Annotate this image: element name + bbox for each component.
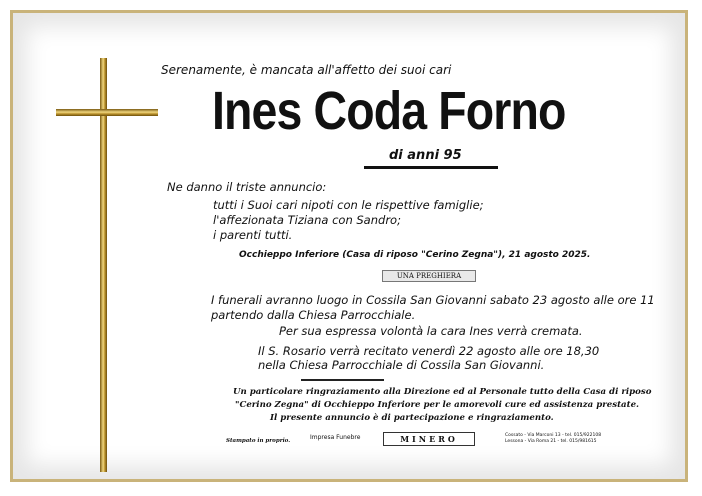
family-line: i parenti tutti. <box>213 228 293 242</box>
deceased-name: Ines Coda Forno <box>212 81 566 141</box>
funeral-line: I funerali avranno luogo in Cossila San Giovanni sabato 23 agosto alle ore 11 <box>211 293 655 307</box>
thanks-line: Un particolare ringraziamento alla Direzione ed al Personale tutto della Casa di riposo <box>233 387 652 397</box>
cremation-note: Per sua espressa volontà la cara Ines verrà cremata. <box>279 324 583 338</box>
address-line: Cossato - Via Marconi 13 - tel. 015/922108 <box>505 433 602 438</box>
family-list <box>213 198 484 243</box>
thanks-line: "Cerino Zegna" di Occhieppo Inferiore per le amorevoli cure ed assistenza prestate. <box>235 400 640 410</box>
cross-icon-arm <box>56 109 158 116</box>
family-line: l'affezionata Tiziana con Sandro; <box>213 213 401 227</box>
announcement-intro: Ne danno il triste annuncio: <box>167 180 327 194</box>
funeral-line: partendo dalla Chiesa Parrocchiale. <box>211 308 416 322</box>
rosary-line: nella Chiesa Parrocchiale di Cossila San Giovanni. <box>258 358 545 372</box>
funeral-home-address <box>505 433 601 445</box>
rosary-info <box>258 344 599 372</box>
cross-icon <box>100 58 107 472</box>
prayer-button[interactable]: UNA PREGHIERA <box>382 270 476 282</box>
funeral-info <box>211 293 655 323</box>
address-line: Lessona - Via Roma 21 - tel. 015/981615 <box>505 439 597 444</box>
age-underline <box>364 166 498 169</box>
family-line: tutti i Suoi cari nipoti con le rispettive famiglie; <box>213 198 484 212</box>
rosary-line: Il S. Rosario verrà recitato venerdì 22 agosto alle ore 18,30 <box>258 344 600 358</box>
thanks-text <box>233 386 651 412</box>
intro-text: Serenamente, è mancata all'affetto dei suoi cari <box>161 63 452 77</box>
impresa-label: Impresa Funebre <box>310 434 361 441</box>
funeral-home-logo: MINERO <box>383 432 475 446</box>
closing-text: Il presente annuncio è di partecipazione e ringraziamento. <box>270 413 554 423</box>
age-text: di anni 95 <box>389 148 462 163</box>
printed-note: Stampato in proprio. <box>226 438 291 444</box>
place-date: Occhieppo Inferiore (Casa di riposo "Cerino Zegna"), 21 agosto 2025. <box>239 250 591 260</box>
separator <box>301 379 384 381</box>
